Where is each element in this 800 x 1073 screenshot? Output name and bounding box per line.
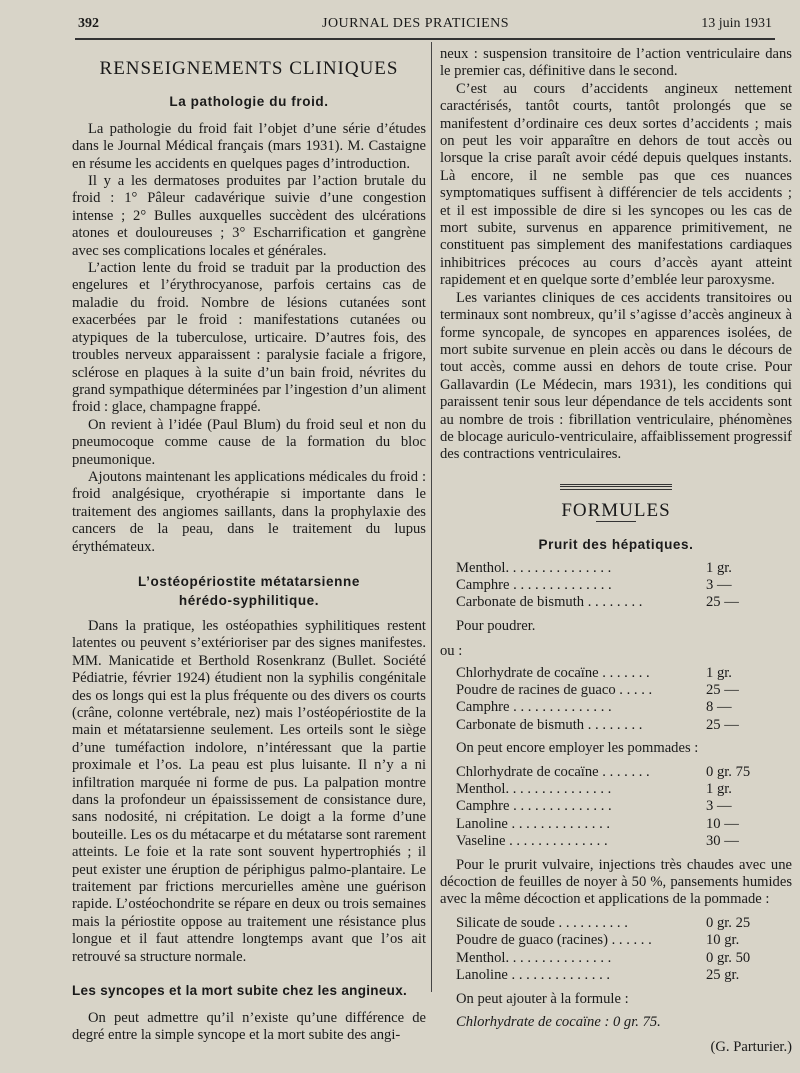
- prescription-line: [440, 967, 792, 984]
- prescription-line: [440, 816, 792, 833]
- ingredient-name: Camphre . . . . . . . . . . . . . .: [456, 798, 612, 815]
- prescription-line: [440, 833, 792, 850]
- prescription-line: [440, 560, 792, 577]
- instruction: Pour poudrer.: [456, 617, 536, 634]
- ingredient-name: Poudre de guaco (racines) . . . . . .: [456, 932, 652, 949]
- section-title: RENSEIGNEMENTS CLINIQUES: [99, 58, 399, 79]
- ingredient-quantity: 0 gr. 75: [706, 763, 751, 780]
- prescription-line: [440, 950, 792, 967]
- left-column: [72, 58, 426, 1044]
- ingredient-name: Carbonate de bismuth . . . . . . . .: [456, 716, 643, 733]
- ingredient-name: Silicate de soude . . . . . . . . . .: [456, 914, 628, 931]
- prescription-line: [440, 577, 792, 594]
- paragraph: Ajoutons maintenant les applications médicales du froid : froid analgésique, cryothérapie si importante dans le traitement des angiomes saillants, dans la prophylaxie des cancers de la peau, dans le traitement du lupus érythémateux.: [72, 468, 426, 555]
- ingredient-name: Chlorhydrate de cocaïne . . . . . . .: [456, 763, 650, 780]
- ingredient-quantity: 0 gr. 50: [706, 949, 751, 966]
- signature: (G. Parturier.): [710, 1039, 792, 1056]
- ingredient-quantity: 0 gr. 25: [706, 914, 751, 931]
- ingredient-name: Chlorhydrate de cocaïne . . . . . . .: [456, 664, 650, 681]
- paragraph: C’est au cours d’accidents angineux nettement caractérisés, tantôt courts, tantôt prolongés que se manifestent d’ordinaire ces deux sortes d’accidents ; mais on peut les voir apparaître en dehors de tout accès ou lorsque la crise paraît avoir cédé depuis quelques instants. Là encore, il ne semble pas que ces nuances symptomatiques suffisent à différencier de tels accidents ; et il est impossible de dire si les syncopes ou les cas de mort subite, survenus en apparence primitivement, ne constituent pas simplement des manifestations cardiaques inhibitrices précoces au cours d’accès ayant atteint rapidement et en quelque sorte d’emblée leur paroxysme.: [440, 80, 792, 289]
- prescription-list: [440, 915, 792, 985]
- paragraph: La pathologie du froid fait l’objet d’une série d’études dans le Journal Médical français (mars 1931). M. Castaigne en résume les accidents en quelques pages d’introduction.: [72, 120, 426, 172]
- prescription-line: [440, 699, 792, 716]
- ingredient-quantity: 25 —: [706, 682, 739, 698]
- section-title: FORMULES: [561, 499, 671, 521]
- paragraph: Pour le prurit vulvaire, injections très chaudes avec une décoction de feuilles de noyer à 50 %, pansements humides avec la même décoction et applications de la pommade :: [440, 856, 792, 908]
- title-underline: [596, 521, 636, 522]
- ingredient-name: Poudre de racines de guaco . . . . .: [456, 682, 653, 698]
- header-rule: [75, 38, 775, 40]
- instruction: On peut encore employer les pommades :: [456, 740, 699, 757]
- ingredient-quantity: 3 —: [706, 576, 732, 593]
- ingredient-quantity: 25 —: [706, 716, 739, 733]
- prescription-line: [440, 594, 792, 611]
- article-heading-line2: hérédo-syphilitique.: [178, 592, 320, 608]
- ingredient-quantity: 1 gr.: [706, 781, 732, 798]
- prescription-line: [440, 665, 792, 682]
- prescription-line: [440, 717, 792, 734]
- ingredient-name: Camphre . . . . . . . . . . . . . .: [456, 699, 612, 716]
- paragraph: Les variantes cliniques de ces accidents transitoires ou terminaux sont nombreux, qu’il s’agisse d’accès angineux à forme syncopale, de syncopes en apparences isolées, de mort subite survenue en plein accès ou dans le décours de tout accès, comme aussi en dehors de toute crise. Pour Gallavardin (Le Médecin, mars 1931), les conditions qui paraissent tenir sous leur dépendance de tels accidents sont au nombre de trois : fibrillation ventriculaire, phénomènes de blocage auriculo-ventriculaire, affaiblissement progressif des contractions ventriculaires.: [440, 289, 792, 463]
- ingredient-quantity: 30 —: [706, 833, 739, 850]
- formula-heading: Prurit des hépatiques.: [538, 537, 694, 553]
- ingredient-quantity: 10 —: [706, 815, 739, 832]
- ingredient-name: Vaseline . . . . . . . . . . . . . .: [456, 833, 608, 850]
- ingredient-quantity: 25 —: [706, 594, 739, 611]
- running-header: [70, 16, 770, 36]
- prescription-line: [440, 764, 792, 781]
- instruction: ou :: [440, 643, 463, 660]
- paragraph: neux : suspension transitoire de l’action ventriculaire dans le premier cas, définitive dans le second.: [440, 46, 792, 80]
- ingredient-quantity: 8 —: [706, 699, 732, 716]
- paragraph: L’action lente du froid se traduit par la production des engelures et l’érythrocyanose, parfois certains cas de maladie du froid. Nombre de lésions cutanées sont exacerbées par le froid : manifestations cutanées ou atypiques de la tuberculose, urticaire. D’autres fois, des troubles nerveux apparaissent : paralysie faciale a frigore, sclérose en plaques à la suite d’un bain froid, névrites du grand sympathique déterminées par l’ingestion d’un aliment froid : glace, champagne frappé.: [72, 260, 426, 416]
- paragraph: On peut admettre qu’il n’existe qu’une différence de degré entre la simple syncope et la mort subite des angi-: [72, 1009, 426, 1043]
- ingredient-name: Menthol. . . . . . . . . . . . . . .: [456, 949, 612, 966]
- instruction: Chlorhydrate de cocaïne : 0 gr. 75.: [456, 1013, 661, 1030]
- ingredient-quantity: 10 gr.: [706, 932, 740, 949]
- prescription-list: [440, 665, 792, 735]
- prescription-list: [440, 764, 792, 851]
- ingredient-name: Menthol. . . . . . . . . . . . . . .: [456, 559, 612, 576]
- ingredient-quantity: 3 —: [706, 798, 732, 815]
- section-ornament: [560, 484, 672, 490]
- instruction: On peut ajouter à la formule :: [456, 990, 629, 1007]
- ingredient-name: Lanoline . . . . . . . . . . . . . .: [456, 815, 611, 832]
- page-number: 392: [78, 16, 99, 31]
- ingredient-quantity: 1 gr.: [706, 559, 732, 576]
- ingredient-name: Carbonate de bismuth . . . . . . . .: [456, 594, 643, 611]
- article-heading: Les syncopes et la mort subite chez les angineux.: [72, 983, 408, 999]
- article-heading: L’ostéopériostite métatarsienne: [138, 573, 360, 589]
- right-column: [440, 46, 792, 1057]
- ingredient-quantity: 25 gr.: [706, 967, 740, 984]
- paragraph: Dans la pratique, les ostéopathies syphilitiques restent latentes ou peuvent s’extérioriser par des signes manifestes. MM. Manicatide et Berthold Rosenkranz (Bullet. Société Pédiatrie, février 1924) étudient non la syphilis congénitale des os longs qui est la plus fréquente ou des divers os courts (crâne, colonne vertébrale, nez) mais l’ostéopériostite de la main et métatarsienne seulement. Les orteils sont le siège d’une tuméfaction indolore, n’intéressant que la partie proximale et l’os. La peau est plus luisante. Il n’y a ni infiltration marquée ni forme de pus. La palpation montre dans la profondeur un épaississement de consistance dure, sans nodosité, ni crépitation. Le doigt a la forme d’une bouteille. Les os du métacarpe et du métatarse sont rarement atteints. Le foie et la rate sont souvent hypertrophiés ; il peut exister une éruption de périphigus palmo-plantaire. Le traitement par frictions mercurielles amène une guérison rapide. L’ostéochondrite se répare en deux ou trois semaines mais la périostite oppose au traitement une résistance plus longue et il faut attendre longtemps avant que l’os ait retrouvé sa structure normale.: [72, 617, 426, 965]
- prescription-line: [440, 682, 792, 699]
- issue-date: 13 juin 1931: [701, 16, 772, 31]
- prescription-line: [440, 781, 792, 798]
- journal-title: JOURNAL DES PRATICIENS: [322, 16, 510, 31]
- prescription-line: [440, 915, 792, 932]
- ingredient-name: Menthol. . . . . . . . . . . . . . .: [456, 781, 612, 798]
- article-heading: La pathologie du froid.: [169, 94, 329, 110]
- column-divider: [431, 42, 432, 992]
- paragraph: Il y a les dermatoses produites par l’action brutale du froid : 1° Pâleur cadavérique suivie d’une congestion intense ; 2° Bulles auxquelles succèdent des ulcérations atones et douloureuses ; 3° Escharrification et gangrène avec ses complications locales et générales.: [72, 173, 426, 259]
- prescription-line: [440, 932, 792, 949]
- prescription-line: [440, 798, 792, 815]
- ingredient-quantity: 1 gr.: [706, 664, 732, 681]
- ingredient-name: Lanoline . . . . . . . . . . . . . .: [456, 967, 611, 984]
- prescription-list: [440, 560, 792, 612]
- ingredient-name: Camphre . . . . . . . . . . . . . .: [456, 576, 612, 593]
- paragraph: On revient à l’idée (Paul Blum) du froid seul et non du pneumocoque comme cause de la formation du bloc pneumonique.: [72, 416, 426, 468]
